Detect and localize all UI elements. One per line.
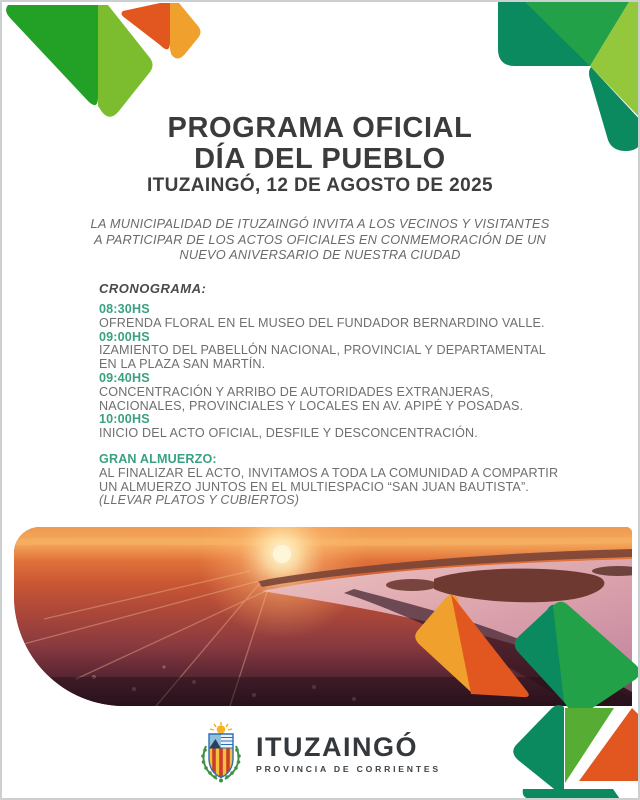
logo-text: [256, 733, 441, 774]
intro-line-2: A PARTICIPAR DE LOS ACTOS OFICIALES EN CONMEMORACIÓN DE UN: [94, 231, 546, 247]
schedule-item-description: INICIO DEL ACTO OFICIAL, DESFILE Y DESCONCENTRACIÓN.: [99, 426, 478, 441]
lunch-line-1: AL FINALIZAR EL ACTO, INVITAMOS A TODA LA COMUNIDAD A COMPARTIR: [99, 465, 559, 480]
lunch-section: [99, 453, 559, 508]
poster-title-line2: DÍA DEL PUEBLO: [194, 143, 446, 175]
poster-date-subtitle: ITUZAINGÓ, 12 DE AGOSTO DE 2025: [146, 175, 494, 196]
schedule-list: [99, 303, 551, 441]
schedule-item: [99, 331, 551, 372]
intro-paragraph: [2, 216, 638, 263]
schedule-item: [99, 413, 551, 441]
corner-decoration-top-left: [2, 2, 207, 127]
logo-province-name: PROVINCIA DE CORRIENTES: [256, 763, 441, 774]
poster-title-line1: PROGRAMA OFICIAL: [167, 112, 473, 144]
schedule-item-time: 09:40HS: [99, 370, 150, 385]
intro-line-1: LA MUNICIPALIDAD DE ITUZAINGÓ INVITA A LOS VECINOS Y VISITANTES: [90, 216, 550, 231]
schedule-item: [99, 372, 551, 413]
coat-of-arms-icon: [199, 722, 243, 784]
schedule-item-time: 10:00HS: [99, 412, 150, 427]
logo-city-name: ITUZAINGÓ: [256, 731, 419, 762]
lunch-heading: GRAN ALMUERZO:: [99, 452, 217, 466]
municipal-logo: [2, 718, 638, 788]
lunch-note: (LLEVAR PLATOS Y CUBIERTOS): [99, 493, 300, 508]
schedule-item-description: IZAMIENTO DEL PABELLÓN NACIONAL, PROVINCIAL Y DEPARTAMENTAL EN LA PLAZA SAN MARTÍN.: [99, 343, 546, 372]
schedule-item-time: 09:00HS: [99, 329, 150, 344]
schedule-heading: CRONOGRAMA:: [99, 281, 207, 296]
schedule-item-description: CONCENTRACIÓN Y ARRIBO DE AUTORIDADES EXTRANJERAS, NACIONALES, PROVINCIALES Y LOCALES EN AV. APIPÉ Y POSADAS.: [99, 384, 524, 413]
schedule-item: [99, 303, 551, 331]
schedule-item-description: OFRENDA FLORAL EN EL MUSEO DEL FUNDADOR BERNARDINO VALLE.: [99, 315, 545, 330]
schedule-item-time: 08:30HS: [99, 302, 150, 316]
lunch-line-2: UN ALMUERZO JUNTOS EN EL MULTIESPACIO “SAN JUAN BAUTISTA”.: [99, 479, 529, 494]
intro-line-3: NUEVO ANIVERSARIO DE NUESTRA CIUDAD: [179, 247, 461, 263]
